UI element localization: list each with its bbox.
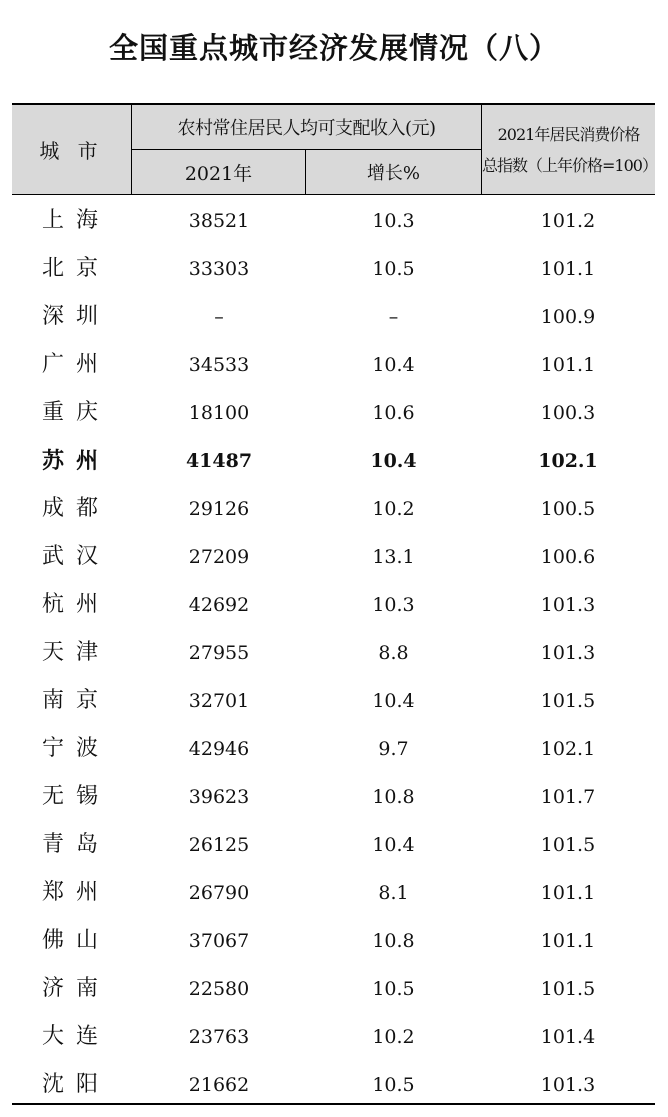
cpi-cell: 100.5 xyxy=(540,498,596,520)
income-cell: 26125 xyxy=(188,834,250,856)
growth-cell: – xyxy=(388,306,399,328)
growth-cell: 9.7 xyxy=(378,738,409,760)
header-city: 城 市 xyxy=(12,105,132,194)
cpi-cell: 101.5 xyxy=(540,690,596,712)
city-cell: 沈阳 xyxy=(42,1072,111,1097)
growth-cell: 10.3 xyxy=(372,594,415,616)
growth-cell: 10.5 xyxy=(372,258,415,280)
income-cell: 39623 xyxy=(188,786,250,808)
cpi-cell: 102.1 xyxy=(538,450,598,472)
city-cell: 广州 xyxy=(42,352,111,377)
income-cell: 21662 xyxy=(188,1074,250,1096)
income-cell: 34533 xyxy=(188,354,250,376)
table-row xyxy=(12,533,655,581)
growth-cell: 10.5 xyxy=(372,978,415,1000)
table-row xyxy=(12,965,655,1013)
income-cell: 33303 xyxy=(188,258,250,280)
header-income-group: 农村常住居民人均可支配收入(元) xyxy=(132,105,481,150)
growth-cell: 10.2 xyxy=(372,1026,415,1048)
table-row xyxy=(12,1061,655,1109)
table-row xyxy=(12,437,655,485)
page-title: 全国重点城市经济发展情况（八） xyxy=(108,31,559,65)
city-cell: 苏州 xyxy=(42,448,111,474)
city-cell: 天津 xyxy=(42,640,111,665)
income-cell: 38521 xyxy=(188,210,250,232)
table-row xyxy=(12,293,655,341)
table-row xyxy=(12,821,655,869)
cpi-cell: 101.2 xyxy=(540,210,596,232)
header-cpi-line2: 总指数（上年价格=100） xyxy=(482,155,657,175)
growth-cell: 10.3 xyxy=(372,210,415,232)
header-cpi-line1: 2021年居民消费价格 xyxy=(497,124,640,144)
table-row xyxy=(12,629,655,677)
table-row xyxy=(12,677,655,725)
cpi-cell: 101.5 xyxy=(540,978,596,1000)
growth-cell: 10.8 xyxy=(372,930,415,952)
income-cell: 23763 xyxy=(188,1026,250,1048)
growth-cell: 10.4 xyxy=(370,450,417,472)
cpi-cell: 101.3 xyxy=(540,642,596,664)
city-cell: 佛山 xyxy=(42,928,111,953)
city-cell: 宁波 xyxy=(42,736,111,761)
income-cell: 27209 xyxy=(188,546,250,568)
growth-cell: 8.8 xyxy=(378,642,409,664)
header-year: 2021年 xyxy=(132,150,306,194)
table-row xyxy=(12,1013,655,1061)
cpi-cell: 101.1 xyxy=(540,882,596,904)
cpi-cell: 101.3 xyxy=(540,594,596,616)
growth-cell: 10.2 xyxy=(372,498,415,520)
table-header xyxy=(12,103,655,195)
table-row xyxy=(12,917,655,965)
income-cell: 27955 xyxy=(188,642,250,664)
city-cell: 武汉 xyxy=(42,544,111,569)
table-row xyxy=(12,341,655,389)
cpi-cell: 100.9 xyxy=(540,306,596,328)
cpi-cell: 101.1 xyxy=(540,354,596,376)
table-row xyxy=(12,389,655,437)
city-cell: 济南 xyxy=(42,976,111,1001)
income-cell: 32701 xyxy=(188,690,250,712)
table-row xyxy=(12,773,655,821)
income-cell: 26790 xyxy=(188,882,250,904)
table-row xyxy=(12,725,655,773)
income-cell: 29126 xyxy=(188,498,250,520)
table-row xyxy=(12,485,655,533)
city-cell: 无锡 xyxy=(42,784,111,809)
cpi-cell: 100.3 xyxy=(540,402,596,424)
table-row xyxy=(12,581,655,629)
city-cell: 南京 xyxy=(42,688,111,713)
cpi-cell: 101.3 xyxy=(540,1074,596,1096)
cpi-cell: 102.1 xyxy=(540,738,596,760)
table-row xyxy=(12,869,655,917)
city-cell: 郑州 xyxy=(42,880,111,905)
table-row xyxy=(12,245,655,293)
growth-cell: 10.8 xyxy=(372,786,415,808)
growth-cell: 10.5 xyxy=(372,1074,415,1096)
income-cell: 42946 xyxy=(188,738,250,760)
table-row xyxy=(12,197,655,245)
income-cell: 41487 xyxy=(185,450,253,472)
table-body xyxy=(12,197,655,1105)
growth-cell: 10.4 xyxy=(372,690,415,712)
cpi-cell: 101.4 xyxy=(540,1026,596,1048)
cpi-cell: 100.6 xyxy=(540,546,596,568)
header-cpi xyxy=(481,105,655,194)
city-cell: 深圳 xyxy=(42,304,111,329)
city-cell: 青岛 xyxy=(42,832,111,857)
income-cell: 22580 xyxy=(188,978,250,1000)
city-cell: 大连 xyxy=(42,1024,111,1049)
city-cell: 重庆 xyxy=(42,400,111,425)
cpi-cell: 101.5 xyxy=(540,834,596,856)
city-cell: 杭州 xyxy=(42,592,111,617)
income-cell: 18100 xyxy=(188,402,250,424)
growth-cell: 10.4 xyxy=(372,834,415,856)
city-cell: 成都 xyxy=(42,496,111,521)
income-cell: 37067 xyxy=(188,930,250,952)
cpi-cell: 101.1 xyxy=(540,258,596,280)
city-cell: 上海 xyxy=(42,208,111,233)
income-cell: 42692 xyxy=(188,594,250,616)
growth-cell: 10.6 xyxy=(372,402,415,424)
growth-cell: 13.1 xyxy=(372,546,415,568)
city-cell: 北京 xyxy=(42,256,111,281)
income-cell: – xyxy=(214,306,224,328)
header-growth: 增长% xyxy=(366,163,421,184)
growth-cell: 8.1 xyxy=(378,882,409,904)
growth-cell: 10.4 xyxy=(372,354,415,376)
cpi-cell: 101.1 xyxy=(540,930,596,952)
cpi-cell: 101.7 xyxy=(540,786,596,808)
